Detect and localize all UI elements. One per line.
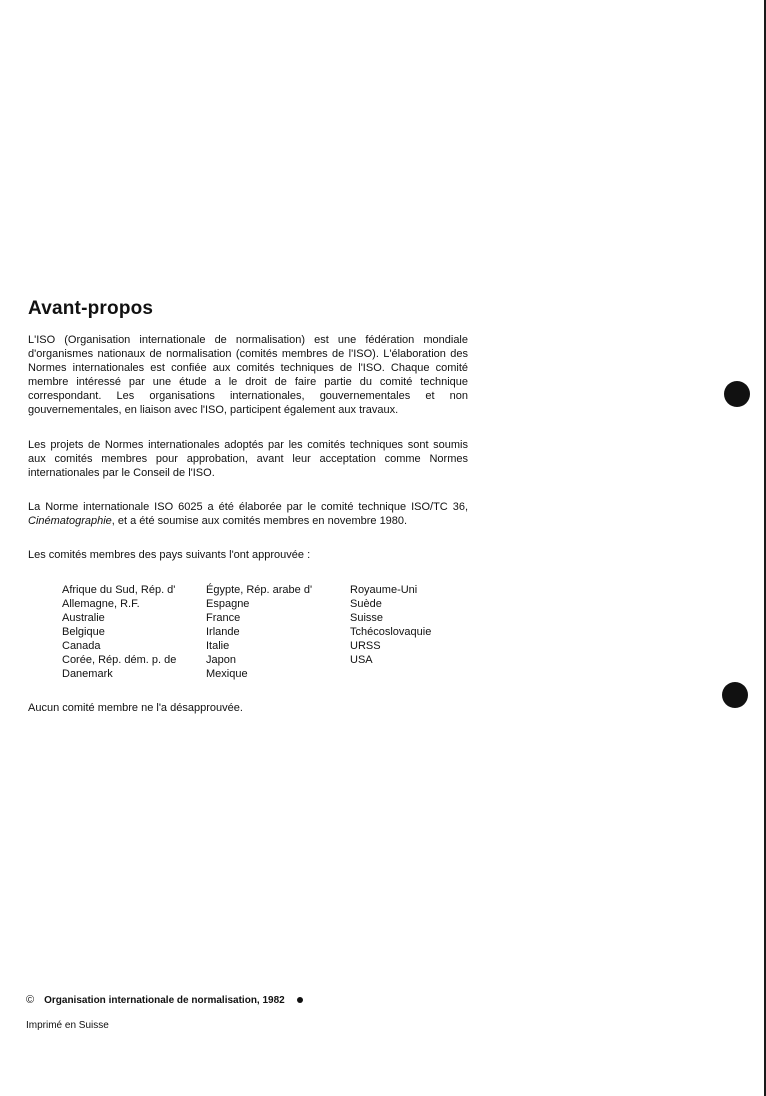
punch-hole-top [724,381,750,407]
copyright-icon: © [26,994,35,1006]
copyright-line [26,994,303,1006]
country-column-3 [350,583,470,681]
paragraph-no-disapproval: Aucun comité membre ne l'a désapprouvée. [28,702,243,714]
country-item: Japon [206,654,236,666]
country-item: Australie [62,612,105,624]
country-column-2 [206,583,350,681]
country-item: USA [350,654,373,666]
country-item: Suisse [350,612,384,624]
country-item: URSS [350,640,381,652]
country-item: Corée, Rép. dém. p. de [62,654,177,666]
punch-hole-bottom [722,682,748,708]
country-item: Italie [206,640,230,652]
paragraph-iso-6025-start: La Norme internationale ISO 6025 a été élaborée par le comité technique ISO/TC 36, [28,501,468,513]
paragraph-iso-6025-end: , et a été soumise aux comités membres en novembre 1980. [111,515,408,527]
country-item: Afrique du Sud, Rép. d' [62,584,176,596]
country-item: Égypte, Rép. arabe d' [206,584,313,596]
country-item: Mexique [206,668,248,680]
paragraph-draft-standards: Les projets de Normes internationales adoptés par les comités techniques sont soumis aux comités membres pour approbation, avant leur acceptation comme Normes internationales par le Conseil de l'ISO. [28,439,468,479]
country-item: Royaume-Uni [350,584,418,596]
country-list [62,583,470,681]
printed-in: Imprimé en Suisse [26,1020,109,1031]
page-title: Avant-propos [28,298,154,319]
committee-title: Cinématographie [28,515,112,527]
country-item: Allemagne, R.F. [62,598,140,610]
copyright-text: Organisation internationale de normalisation, 1982 [44,994,285,1006]
country-item: Tchécoslovaquie [350,626,432,638]
country-item: France [206,612,241,624]
country-item: Belgique [62,626,105,638]
paragraph-approval-intro: Les comités membres des pays suivants l'ont approuvée : [28,549,311,561]
country-item: Danemark [62,668,113,680]
paragraph-iso-intro: L'ISO (Organisation internationale de normalisation) est une fédération mondiale d'organismes nationaux de normalisation (comités membres de l'ISO). L'élaboration des Normes internationales est confiée aux comités techniques de l'ISO. Chaque comité membre intéressé par une étude a le droit de faire partie du comité technique correspondant. Les organisations internationales, gouvernementales et non gouvernementales, en liaison avec l'ISO, participent également aux travaux. [28,334,468,416]
country-item: Suède [350,598,382,610]
paragraph-iso-6025 [28,500,468,528]
bullet-icon [297,997,303,1003]
country-item: Canada [62,640,101,652]
country-column-1 [62,583,206,681]
country-item: Espagne [206,598,250,610]
country-item: Irlande [206,626,240,638]
